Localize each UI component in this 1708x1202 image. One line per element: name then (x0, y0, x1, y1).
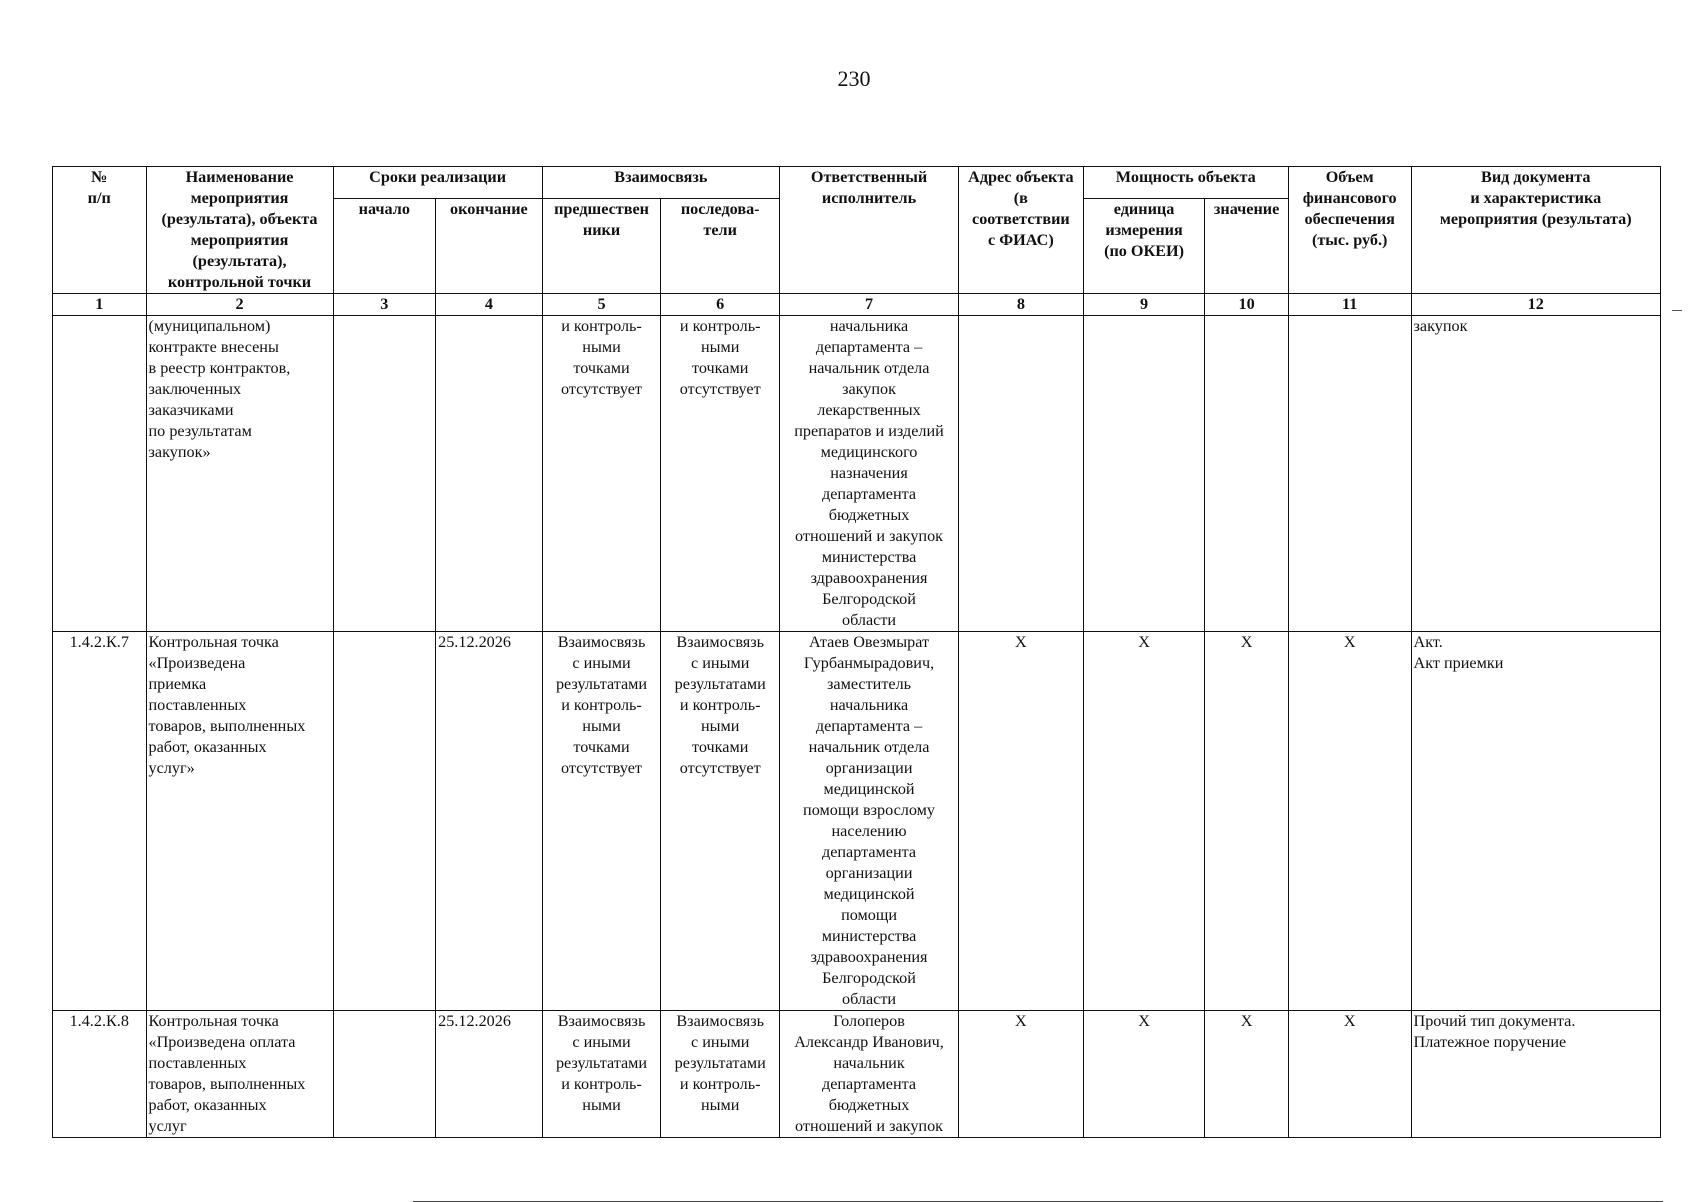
text-line: тели (703, 221, 737, 240)
text-line: Акт приемки (1413, 654, 1504, 672)
text-line: ными (700, 1096, 740, 1114)
header-row-1 (53, 167, 1661, 199)
text-line: медицинского (820, 443, 918, 461)
row-address: X (959, 632, 1084, 1011)
header-col-start: начало (333, 199, 436, 294)
column-number: 2 (146, 294, 333, 316)
header-group-link: Взаимосвязь (542, 167, 779, 199)
text-line: медицинской (823, 885, 915, 903)
text-line: (муниципальном) (148, 317, 271, 335)
text-line: единица (1113, 200, 1175, 219)
text-line: Адрес объекта (968, 168, 1074, 186)
text-line: исполнитель (821, 189, 917, 207)
text-line: с иными (572, 654, 631, 672)
column-number: 7 (780, 294, 959, 316)
text-line: организации (825, 759, 913, 777)
text-line: начальник отдела (808, 359, 930, 377)
text-line: министерства (821, 927, 917, 945)
text-line: заказчиками (148, 401, 234, 419)
text-line: п/п (87, 189, 111, 207)
row-predecessors (542, 632, 661, 1011)
margin-mark (1672, 310, 1682, 311)
text-line: Взаимосвязь (676, 633, 764, 651)
text-line: ными (582, 338, 621, 356)
text-line: работ, оказанных (148, 1096, 267, 1114)
column-number-row (53, 294, 1661, 316)
column-number: 11 (1288, 294, 1411, 316)
text-line: заместитель (827, 675, 912, 693)
row-finance: X (1288, 1011, 1411, 1138)
column-number: 9 (1083, 294, 1205, 316)
text-line: ными (700, 717, 740, 735)
text-line: заключенных (148, 380, 242, 398)
header-col-finance (1288, 167, 1411, 294)
text-line: отсутствует (679, 759, 761, 777)
column-number: 3 (333, 294, 436, 316)
text-line: обеспечения (1304, 210, 1395, 228)
text-line: отношений и закупок (795, 527, 944, 545)
text-line: Вид документа (1481, 168, 1591, 186)
text-line: точками (692, 738, 749, 756)
page-number: 230 (837, 66, 871, 91)
text-line: департамента – (815, 338, 923, 356)
text-line: отсутствует (561, 380, 643, 398)
text-line: точками (692, 359, 749, 377)
text-line: назначения (830, 464, 908, 482)
text-line: департамента – (815, 717, 923, 735)
row-end: 25.12.2026 (436, 1011, 543, 1138)
text-line: Взаимосвязь (557, 1012, 646, 1030)
text-line: Ответственный (810, 168, 928, 186)
text-line: закупок (842, 380, 896, 398)
text-line: департамента (821, 1075, 917, 1093)
column-number: 10 (1205, 294, 1288, 316)
row-number: 1.4.2.К.8 (53, 1011, 147, 1138)
text-line: начальник (833, 1054, 905, 1072)
row-finance: X (1288, 632, 1411, 1011)
text-line: организации (825, 864, 913, 882)
text-line: поставленных (148, 1054, 247, 1072)
column-number: 8 (959, 294, 1084, 316)
row-value: X (1205, 632, 1288, 1011)
text-line: измерения (1105, 221, 1183, 240)
table-row (53, 1011, 1661, 1138)
text-line: закупок (1413, 317, 1468, 335)
row-unit (1083, 316, 1205, 632)
row-value (1205, 316, 1288, 632)
row-responsible (780, 1011, 959, 1138)
row-unit: X (1083, 632, 1205, 1011)
text-line: министерства (821, 548, 917, 566)
row-predecessors (542, 1011, 661, 1138)
text-line: ными (700, 338, 740, 356)
row-unit: X (1083, 1011, 1205, 1138)
text-line: Взаимосвязь (557, 633, 646, 651)
text-line: мероприятия (190, 189, 289, 207)
text-line: результатами (555, 1054, 648, 1072)
text-line: закупок» (148, 443, 211, 461)
text-line: Контрольная точка (148, 1012, 279, 1030)
text-line: мероприятия (190, 231, 289, 249)
row-start (333, 632, 436, 1011)
text-line: населению (831, 822, 907, 840)
text-line: департамента (821, 485, 917, 503)
column-number: 6 (661, 294, 780, 316)
text-line: результатами (674, 675, 766, 693)
header-group-terms: Сроки реализации (333, 167, 542, 199)
text-line: лекарственных (817, 401, 921, 419)
text-line: департамента (821, 843, 917, 861)
text-line: (тыс. руб.) (1311, 231, 1388, 249)
row-predecessors (542, 316, 661, 632)
text-line: работ, оказанных (148, 738, 267, 756)
text-line: соответствии (972, 210, 1070, 228)
row-responsible (780, 632, 959, 1011)
header-group-capacity: Мощность объекта (1083, 167, 1288, 199)
text-line: и контроль- (561, 1075, 642, 1093)
text-line: здравоохранения (810, 948, 928, 966)
text-line: точками (573, 738, 630, 756)
text-line: с иными (691, 1033, 750, 1051)
text-line: результатами (555, 675, 648, 693)
text-line: ными (582, 717, 621, 735)
text-line: здравоохранения (810, 569, 928, 587)
text-line: Атаев Овезмырат (809, 633, 930, 651)
text-line: контракте внесены (148, 338, 279, 356)
text-line: Взаимосвязь (676, 1012, 764, 1030)
text-line: финансового (1302, 189, 1397, 207)
text-line: Контрольная точка (148, 633, 279, 651)
text-line: помощи взрослому (803, 801, 936, 819)
row-document (1411, 632, 1660, 1011)
text-line: области (841, 990, 897, 1008)
text-line: медицинской (823, 780, 915, 798)
text-line: области (841, 611, 897, 629)
header-col-document (1411, 167, 1660, 294)
text-line: и контроль- (679, 1075, 761, 1093)
header-col-successors (661, 199, 780, 294)
table-row (53, 316, 1661, 632)
text-line: помощи (841, 906, 897, 924)
text-line: бюджетных (828, 1096, 910, 1114)
text-line: отношений и закупок (795, 1117, 944, 1135)
text-line: в реестр контрактов, (148, 359, 291, 377)
text-line: услуг (148, 1117, 187, 1135)
text-line: по результатам (148, 422, 252, 440)
text-line: препаратов и изделий (794, 422, 944, 440)
text-line: Платежное поручение (1413, 1033, 1567, 1051)
column-number: 4 (436, 294, 543, 316)
text-line: отсутствует (679, 380, 761, 398)
text-line: ники (582, 221, 621, 240)
text-line: приемка (148, 675, 207, 693)
row-document (1411, 1011, 1660, 1138)
text-line: (результата), (192, 252, 287, 270)
text-line: начальник отдела (808, 738, 930, 756)
text-line: товаров, выполненных (148, 1075, 306, 1093)
row-responsible (780, 316, 959, 632)
row-end: 25.12.2026 (436, 632, 543, 1011)
text-line: с ФИАС) (988, 231, 1054, 249)
text-line: услуг» (148, 759, 195, 777)
row-address: X (959, 1011, 1084, 1138)
text-line: (результата), объекта (161, 210, 318, 228)
text-line: № (91, 168, 108, 186)
row-number: 1.4.2.К.7 (53, 632, 147, 1011)
table-body (53, 316, 1661, 1138)
text-line: Гурбанмырадович, (803, 654, 935, 672)
text-line: «Произведена (148, 654, 246, 672)
row-name (146, 1011, 333, 1138)
table-row (53, 632, 1661, 1011)
row-number (53, 316, 147, 632)
row-successors (661, 1011, 780, 1138)
text-line: товаров, выполненных (148, 717, 306, 735)
text-line: Прочий тип документа. (1413, 1012, 1576, 1030)
text-line: с иными (691, 654, 750, 672)
header-col-responsible (780, 167, 959, 294)
text-line: и характеристика (1470, 189, 1602, 207)
row-address (959, 316, 1084, 632)
column-number: 5 (542, 294, 661, 316)
text-line: результатами (674, 1054, 766, 1072)
text-line: ными (582, 1096, 621, 1114)
text-line: контрольной точки (167, 273, 312, 291)
text-line: Александр Иванович, (794, 1033, 944, 1051)
text-line: мероприятия (результата) (1439, 210, 1632, 228)
column-number: 12 (1411, 294, 1660, 316)
text-line: Объем (1325, 168, 1374, 186)
header-col-value: значение (1205, 199, 1288, 294)
text-line: (по ОКЕИ) (1104, 242, 1185, 261)
text-line: и контроль- (561, 317, 642, 335)
row-finance (1288, 316, 1411, 632)
text-line: Акт. (1413, 633, 1443, 651)
row-name (146, 316, 333, 632)
measures-table (52, 166, 1661, 1138)
text-line: «Произведена оплата (148, 1033, 296, 1051)
text-line: Белгородской (822, 969, 916, 987)
header-col-num (53, 167, 147, 294)
text-line: и контроль- (561, 696, 642, 714)
text-line: Голоперов (833, 1012, 905, 1030)
header-col-predecessors (542, 199, 661, 294)
row-document (1411, 316, 1660, 632)
header-col-unit (1083, 199, 1205, 294)
column-number: 1 (53, 294, 147, 316)
text-line: последова- (680, 200, 760, 219)
text-line: и контроль- (679, 696, 761, 714)
text-line: отсутствует (561, 759, 643, 777)
row-end (436, 316, 543, 632)
header-col-end: окончание (436, 199, 543, 294)
header-col-address (959, 167, 1084, 294)
row-value: X (1205, 1011, 1288, 1138)
text-line: начальника (829, 317, 909, 335)
row-start (333, 316, 436, 632)
row-successors (661, 632, 780, 1011)
text-line: точками (573, 359, 630, 377)
text-line: предшествен (554, 200, 649, 219)
row-successors (661, 316, 780, 632)
text-line: с иными (572, 1033, 631, 1051)
text-line: поставленных (148, 696, 247, 714)
text-line: Белгородской (822, 590, 916, 608)
text-line: и контроль- (679, 317, 761, 335)
row-start (333, 1011, 436, 1138)
row-name (146, 632, 333, 1011)
text-line: бюджетных (828, 506, 910, 524)
header-col-name (146, 167, 333, 294)
text-line: (в (1013, 189, 1028, 207)
text-line: начальника (829, 696, 909, 714)
text-line: Наименование (185, 168, 294, 186)
